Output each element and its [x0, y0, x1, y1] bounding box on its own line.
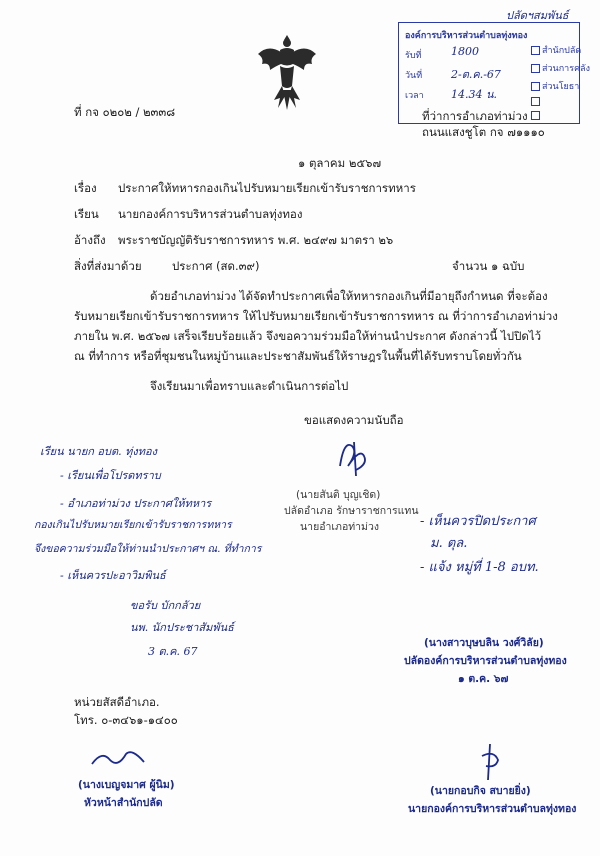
- note-left-line-2: - เรียนเพื่อโปรดทราบ: [60, 469, 161, 482]
- deputy-name: (นางสาวบุษบลิน วงศ์วิลัย): [424, 637, 544, 649]
- office-address: ถนนแสงชูโต กจ ๗๑๑๑๐: [422, 125, 545, 139]
- note-left-line-8: นพ. นักประชาสัมพันธ์: [130, 621, 234, 634]
- deputy-date: ๑ ต.ค. ๖๗: [458, 673, 509, 685]
- doc-number: ที่ กจ ๐๒๐๒ / ๒๓๓๘: [74, 105, 176, 119]
- to-text: นายกองค์การบริหารส่วนตำบลทุ่งทอง: [118, 207, 303, 221]
- stamp-date: 2-ต.ค.-67: [451, 68, 501, 81]
- checkbox-icon: [531, 82, 540, 91]
- stamp-receive-no: 1800: [451, 45, 479, 58]
- signature-icon: [88, 746, 148, 772]
- checkbox-icon: [531, 46, 540, 55]
- checkbox-icon: [531, 64, 540, 73]
- note-right-line-2: ม. ตุล.: [430, 536, 468, 551]
- signer-position-1: ปลัดอำเภอ รักษาราชการแทน: [284, 505, 419, 517]
- stamp-option-2: ส่วนการคลัง: [531, 61, 590, 75]
- footer-unit: หน่วยสัสดีอำเภอ.: [74, 695, 160, 709]
- closing-phrase: ขอแสดงความนับถือ: [304, 413, 404, 427]
- signer-position-2: นายอำเภอท่าม่วง: [300, 521, 380, 533]
- stamp-option-1: สำนักปลัด: [531, 43, 581, 57]
- note-left-line-5: จึงขอความร่วมมือให้ท่านนำประกาศฯ ณ. ที่ทำการ: [34, 543, 262, 555]
- signature-icon: [334, 436, 374, 480]
- note-right-line-3: - แจ้ง หมู่ที่ 1-8 อบท.: [420, 560, 539, 575]
- stamp-date-label: วันที่: [405, 71, 423, 81]
- checkbox-icon: [531, 111, 540, 120]
- note-left-line-6: - เห็นควรปะอาวิมพินธ์: [60, 569, 166, 582]
- note-right-line-1: - เห็นควรปิดประกาศ: [420, 514, 536, 529]
- body-line-2: รับหมายเรียกเข้ารับราชการทหาร ให้ไปรับหมายเรียกเข้ารับราชการทหาร ณ ที่ว่าการอำเภอท่าม่วง: [74, 309, 558, 323]
- mayor-name: (นายกอบกิจ สบายยิ่ง): [430, 785, 531, 797]
- signature-icon: [476, 742, 506, 782]
- stamp-option-4: [531, 97, 542, 107]
- body-closing-line: จึงเรียนมาเพื่อทราบและดำเนินการต่อไป: [150, 379, 349, 393]
- stamp-time: 14.34 น.: [451, 88, 498, 101]
- mayor-position: นายกองค์การบริหารส่วนตำบลทุ่งทอง: [408, 803, 577, 815]
- checkbox-icon: [531, 97, 540, 106]
- ref-text: พระราชบัญญัติรับราชการทหาร พ.ศ. ๒๔๙๗ มาตรา ๒๖: [118, 233, 394, 247]
- stamp-option-5: [531, 111, 542, 121]
- body-line-1: ด้วยอำเภอท่าม่วง ได้จัดทำประกาศเพื่อให้ทหารกองเกินที่มีอายุถึงกำหนด ที่จะต้อง: [150, 289, 548, 303]
- footer-tel: โทร. ๐-๓๔๖๑-๑๔๐๐: [74, 713, 178, 727]
- stamp-time-label: เวลา: [405, 91, 424, 101]
- stamp-receive-label: รับที่: [405, 51, 422, 61]
- note-left-line-7: ขอรับ บักกลัวย: [130, 599, 201, 612]
- letter-date: ๑ ตุลาคม ๒๕๖๗: [298, 156, 382, 170]
- enclosure-text: ประกาศ (สด.๓๙): [172, 259, 260, 273]
- enclosure-qty: จำนวน ๑ ฉบับ: [452, 259, 525, 273]
- subject-text: ประกาศให้ทหารกองเกินไปรับหมายเรียกเข้ารับราชการทหาร: [118, 181, 416, 195]
- head-office-name: (นางเบญจมาศ ผู้นิม): [78, 779, 175, 791]
- ref-label: อ้างถึง: [74, 233, 106, 247]
- note-left-line-9: 3 ต.ค. 67: [148, 645, 198, 658]
- signer-name: (นายสันติ บุญเชิด): [296, 489, 381, 501]
- to-label: เรียน: [74, 207, 99, 221]
- stamp-handwritten-note: ปลัดฯสมพันธ์: [506, 9, 569, 22]
- head-office-position: หัวหน้าสำนักปลัด: [84, 797, 163, 809]
- subject-label: เรื่อง: [74, 181, 97, 195]
- deputy-position: ปลัดองค์การบริหารส่วนตำบลทุ่งทอง: [404, 655, 567, 667]
- body-line-4: ณ ที่ทำการ หรือที่ชุมชนในหมู่บ้านและประชาสัมพันธ์ให้ราษฎรในพื้นที่ได้รับทราบโดยทั่วกัน: [74, 349, 522, 363]
- note-left-line-3: - อำเภอท่าม่วง ประกาศให้ทหาร: [60, 497, 212, 510]
- office-name: ที่ว่าการอำเภอท่าม่วง: [422, 109, 528, 123]
- note-left-line-1: เรียน นายก อบต. ทุ่งทอง: [40, 445, 158, 458]
- note-left-line-4: กองเกินไปรับหมายเรียกเข้ารับราชการทหาร: [34, 519, 232, 531]
- stamp-title: องค์การบริหารส่วนตำบลทุ่งทอง: [405, 31, 528, 41]
- enclosure-label: สิ่งที่ส่งมาด้วย: [74, 259, 142, 273]
- garuda-emblem-icon: [256, 34, 318, 112]
- stamp-option-3: ส่วนโยธา: [531, 79, 579, 93]
- body-line-3: ภายใน พ.ศ. ๒๕๖๗ เสร็จเรียบร้อยแล้ว จึงขอความร่วมมือให้ท่านนำประกาศ ดังกล่าวนี้ ไปปิดไว้: [74, 329, 542, 343]
